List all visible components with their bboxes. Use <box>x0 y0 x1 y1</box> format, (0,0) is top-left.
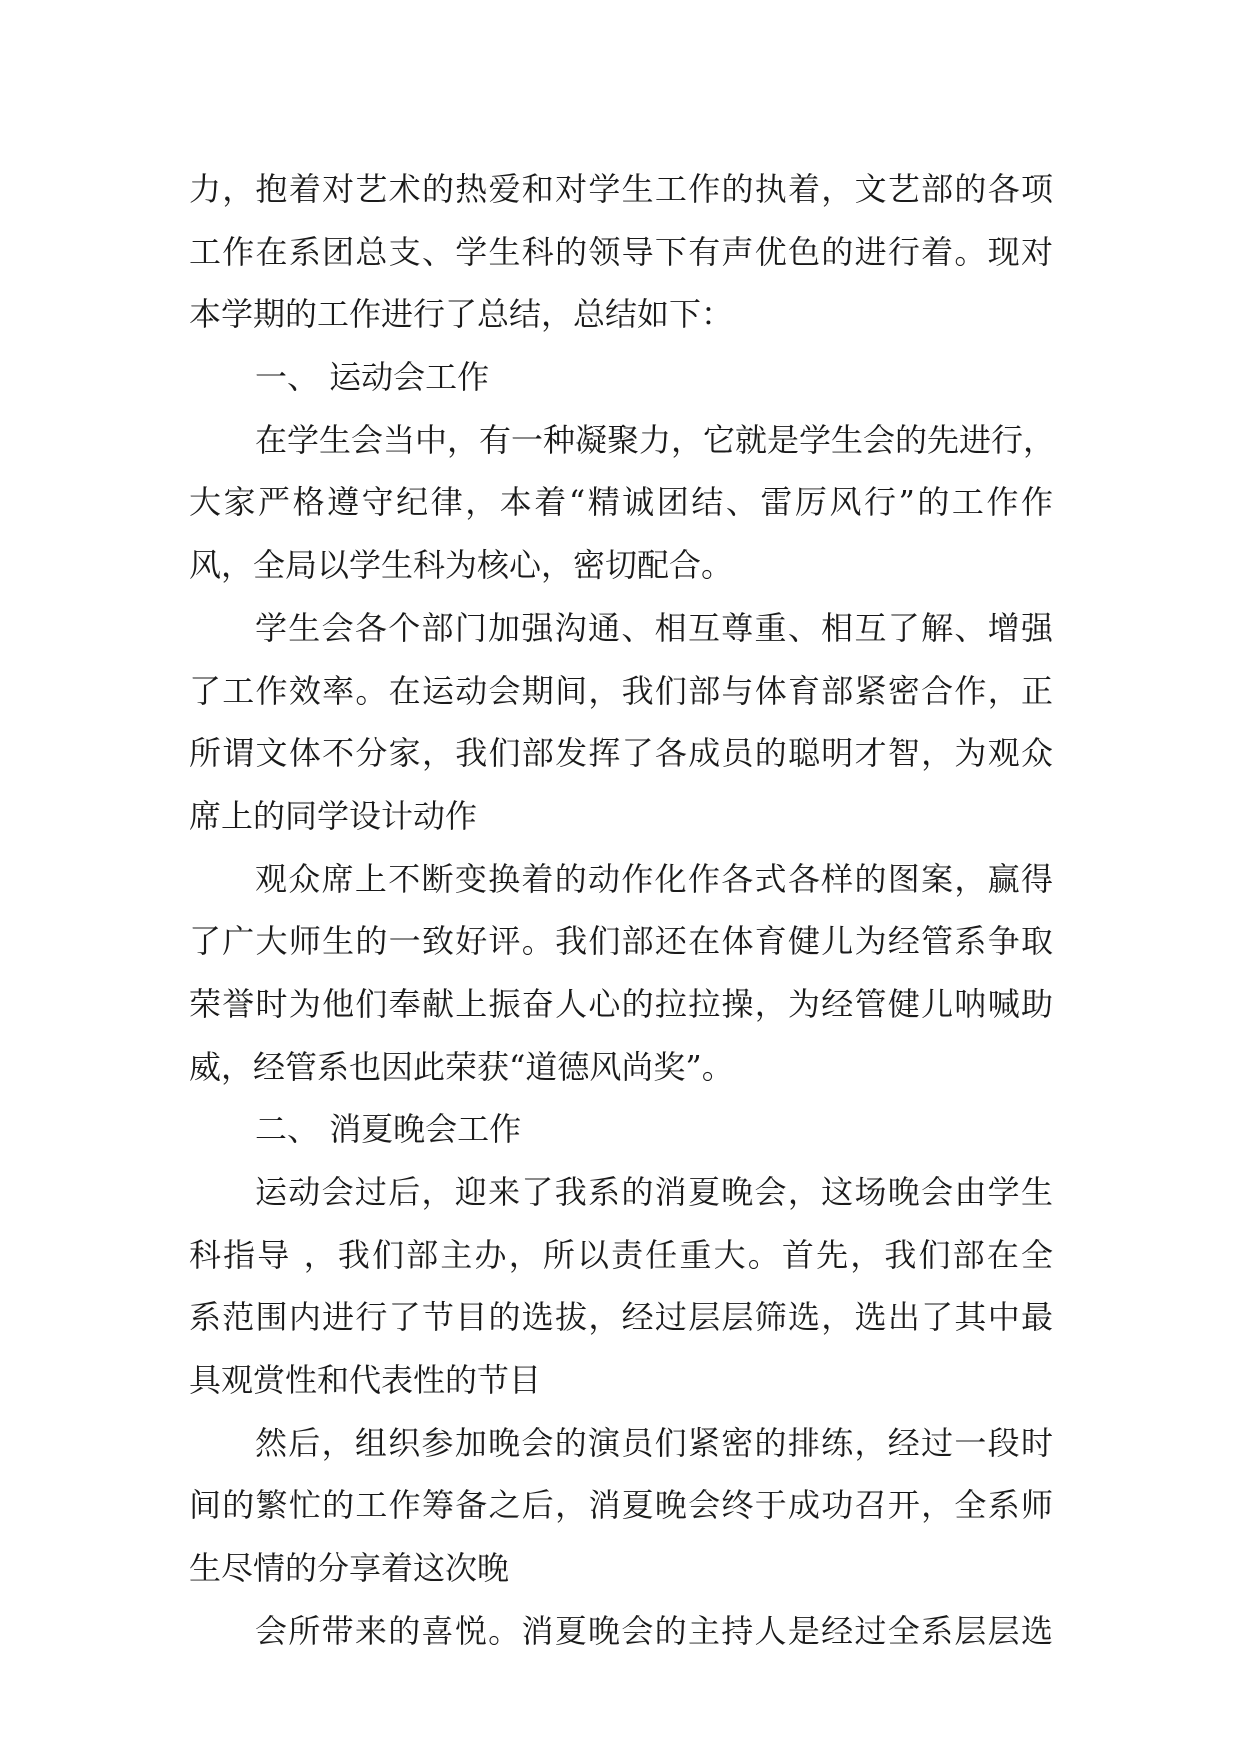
text-line: 生尽情的分享着这次晚 <box>189 1549 510 1588</box>
text-line: 大家严格遵守纪律，本着“精诚团结、雷厉风行”的工作作 <box>189 483 1053 522</box>
text-line: 一、 运动会工作 <box>255 358 490 397</box>
text-line: 席上的同学设计动作 <box>189 796 478 835</box>
text-line: 了工作效率。在运动会期间，我们部与体育部紧密合作，正 <box>189 671 1053 710</box>
text-line: 力，抱着对艺术的热爱和对学生工作的执着，文艺部的各项 <box>189 170 1053 208</box>
text-line: 威，经管系也因此荣获“道德风尚奖”。 <box>189 1047 734 1086</box>
text-line: 风，全局以学生科为核心，密切配合。 <box>189 546 734 585</box>
text-line: 荣誉时为他们奉献上振奋人心的拉拉操，为经管健儿呐喊助 <box>189 984 1053 1023</box>
text-line: 学生会各个部门加强沟通、相互尊重、相互了解、增强 <box>255 608 1053 647</box>
text-line: 运动会过后，迎来了我系的消夏晚会，这场晚会由学生 <box>255 1173 1053 1211</box>
text-line: 观众席上不断变换着的动作化作各式各样的图案，赢得 <box>255 859 1053 898</box>
text-line: 二、 消夏晚会工作 <box>255 1110 522 1149</box>
text-line: 科指导 ，我们部主办，所以责任重大。首先，我们部在全 <box>189 1235 1053 1274</box>
text-line: 本学期的工作进行了总结，总结如下： <box>189 295 734 334</box>
document-body <box>189 158 1056 1663</box>
text-line: 系范围内进行了节目的选拔，经过层层筛选，选出了其中最 <box>189 1298 1053 1337</box>
text-line: 然后，组织参加晚会的演员们紧密的排练，经过一段时 <box>255 1423 1053 1462</box>
text-line: 间的繁忙的工作筹备之后，消夏晚会终于成功召开，全系师 <box>189 1486 1053 1525</box>
text-line: 具观赏性和代表性的节目 <box>189 1361 542 1400</box>
text-line: 了广大师生的一致好评。我们部还在体育健儿为经管系争取 <box>189 922 1053 961</box>
text-line: 工作在系团总支、学生科的领导下有声优色的进行着。现对 <box>189 232 1053 271</box>
text-line: 会所带来的喜悦。消夏晚会的主持人是经过全系层层选 <box>255 1611 1053 1650</box>
text-line: 所谓文体不分家，我们部发挥了各成员的聪明才智，为观众 <box>189 734 1053 773</box>
text-line: 在学生会当中，有一种凝聚力，它就是学生会的先进行， <box>255 420 1056 459</box>
